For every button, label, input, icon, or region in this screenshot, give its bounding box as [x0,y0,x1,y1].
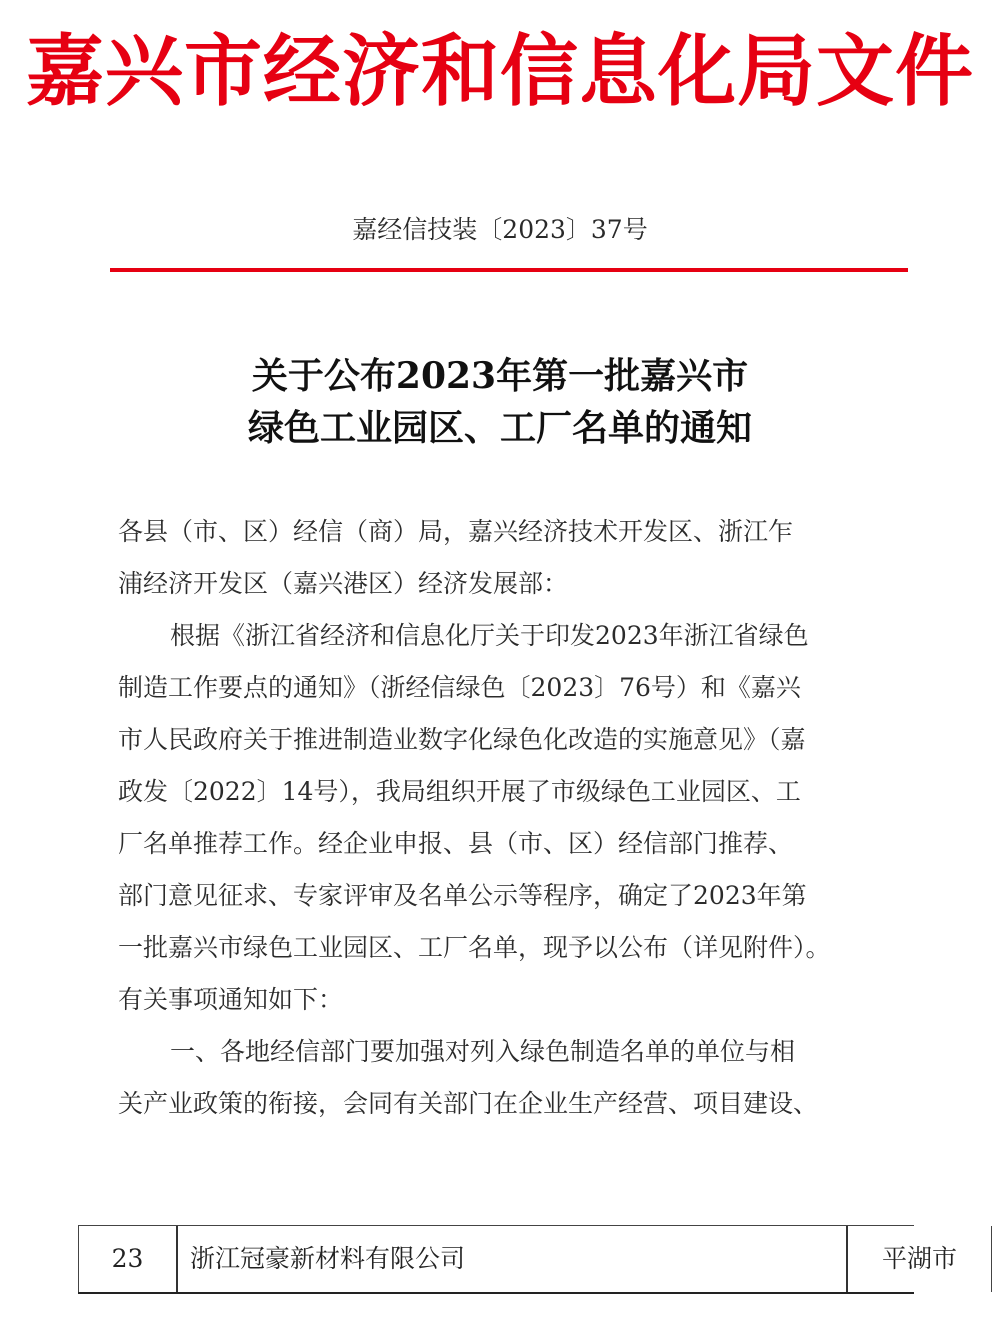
row-index-cell: 23 [78,1226,176,1292]
company-name-cell: 浙江冠豪新材料有限公司 [176,1226,846,1292]
attachment-table-row [78,1225,957,1294]
city-cell: 平湖市 [846,1226,992,1292]
body-line: 各县（市、区）经信（商）局，嘉兴经济技术开发区、浙江乍 [118,517,794,546]
body-line: 根据《浙江省经济和信息化厅关于印发2023年浙江省绿色 [170,621,809,650]
body-line: 一、各地经信部门要加强对列入绿色制造名单的单位与相 [170,1037,796,1066]
body-line: 政发〔2022〕14号），我局组织开展了市级绿色工业园区、工 [118,777,801,806]
notice-title-line-1: 关于公布2023年第一批嘉兴市 [251,355,749,397]
body-line: 制造工作要点的通知》（浙经信绿色〔2023〕76号）和《嘉兴 [118,673,801,702]
document-number: 嘉经信技装〔2023〕37号 [352,215,648,244]
body-line: 市人民政府关于推进制造业数字化绿色化改造的实施意见》（嘉 [118,725,806,754]
body-line: 部门意见征求、专家评审及名单公示等程序，确定了2023年第 [118,881,807,910]
body-line: 浦经济开发区（嘉兴港区）经济发展部： [118,569,569,598]
red-divider-line [110,268,908,272]
notice-title-line-2: 绿色工业园区、工厂名单的通知 [247,407,752,449]
body-line: 一批嘉兴市绿色工业园区、工厂名单，现予以公布（详见附件）。 [118,933,831,962]
issuer-title: 嘉兴市经济和信息化局文件 [25,26,974,117]
body-line: 关产业政策的衔接，会同有关部门在企业生产经营、项目建设、 [118,1089,819,1118]
body-line: 有关事项通知如下： [118,985,344,1014]
body-line: 厂名单推荐工作。经企业申报、县（市、区）经信部门推荐、 [118,829,794,858]
